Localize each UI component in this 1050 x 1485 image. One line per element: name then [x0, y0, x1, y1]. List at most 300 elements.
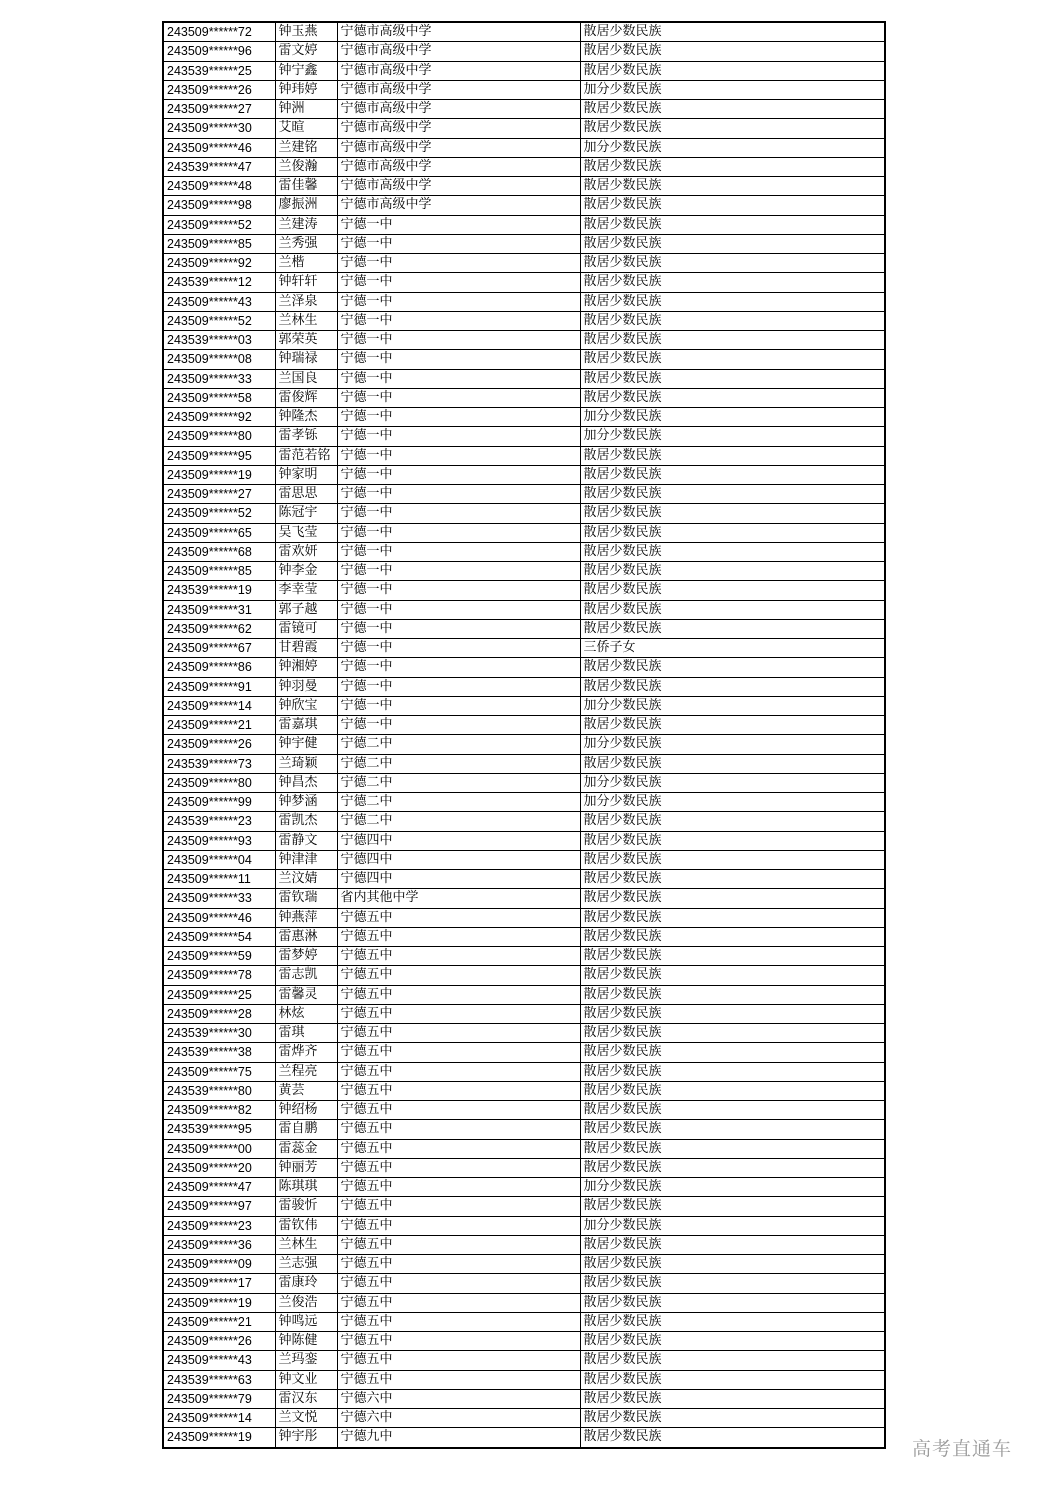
exam-id-cell: 243509******54 — [163, 927, 275, 946]
category-cell: 散居少数民族 — [580, 119, 885, 138]
exam-id-cell: 243509******99 — [163, 793, 275, 812]
exam-id-cell: 243509******21 — [163, 1312, 275, 1331]
school-cell: 宁德四中 — [337, 850, 580, 869]
table-row — [163, 273, 885, 292]
table-row — [163, 1139, 885, 1158]
category-cell: 散居少数民族 — [580, 985, 885, 1004]
name-cell: 兰建铭 — [275, 138, 337, 157]
name-cell: 钟昌杰 — [275, 773, 337, 792]
exam-id-cell: 243509******21 — [163, 716, 275, 735]
name-cell: 雷自鹏 — [275, 1120, 337, 1139]
exam-id-cell: 243509******80 — [163, 427, 275, 446]
table-row — [163, 1216, 885, 1235]
table-row — [163, 523, 885, 542]
school-cell: 宁德五中 — [337, 1293, 580, 1312]
exam-id-cell: 243539******47 — [163, 157, 275, 176]
exam-id-cell: 243509******46 — [163, 138, 275, 157]
name-cell: 钟津津 — [275, 850, 337, 869]
school-cell: 宁德五中 — [337, 927, 580, 946]
school-cell: 宁德五中 — [337, 1332, 580, 1351]
exam-id-cell: 243539******38 — [163, 1043, 275, 1062]
category-cell: 散居少数民族 — [580, 292, 885, 311]
exam-id-cell: 243509******93 — [163, 831, 275, 850]
table-row — [163, 234, 885, 253]
school-cell: 宁德一中 — [337, 254, 580, 273]
table-row — [163, 773, 885, 792]
category-cell: 散居少数民族 — [580, 812, 885, 831]
school-cell: 宁德一中 — [337, 234, 580, 253]
school-cell: 宁德一中 — [337, 331, 580, 350]
school-cell: 宁德市高级中学 — [337, 177, 580, 196]
category-cell: 加分少数民族 — [580, 1178, 885, 1197]
category-cell: 散居少数民族 — [580, 1370, 885, 1389]
school-cell: 宁德一中 — [337, 600, 580, 619]
exam-id-cell: 243509******92 — [163, 408, 275, 427]
category-cell: 散居少数民族 — [580, 1158, 885, 1177]
exam-id-cell: 243509******33 — [163, 889, 275, 908]
name-cell: 钟梦涵 — [275, 793, 337, 812]
name-cell: 雷康玲 — [275, 1274, 337, 1293]
exam-id-cell: 243509******14 — [163, 696, 275, 715]
category-cell: 散居少数民族 — [580, 465, 885, 484]
exam-id-cell: 243509******27 — [163, 100, 275, 119]
category-cell: 散居少数民族 — [580, 966, 885, 985]
table-row — [163, 311, 885, 330]
table-row — [163, 80, 885, 99]
exam-id-cell: 243509******09 — [163, 1255, 275, 1274]
table-row — [163, 985, 885, 1004]
school-cell: 宁德一中 — [337, 388, 580, 407]
name-cell: 雷佳馨 — [275, 177, 337, 196]
table-row — [163, 42, 885, 61]
category-cell: 散居少数民族 — [580, 1062, 885, 1081]
category-cell: 散居少数民族 — [580, 1139, 885, 1158]
school-cell: 宁德五中 — [337, 1255, 580, 1274]
table-row — [163, 485, 885, 504]
category-cell: 散居少数民族 — [580, 234, 885, 253]
category-cell: 散居少数民族 — [580, 908, 885, 927]
category-cell: 散居少数民族 — [580, 947, 885, 966]
exam-id-cell: 243509******20 — [163, 1158, 275, 1177]
name-cell: 陈冠宇 — [275, 504, 337, 523]
category-cell: 散居少数民族 — [580, 504, 885, 523]
category-cell: 散居少数民族 — [580, 1004, 885, 1023]
category-cell: 散居少数民族 — [580, 350, 885, 369]
watermark-text: 高考直通车 — [912, 1438, 1013, 1460]
category-cell: 散居少数民族 — [580, 177, 885, 196]
category-cell: 散居少数民族 — [580, 850, 885, 869]
exam-id-cell: 243509******62 — [163, 619, 275, 638]
exam-id-cell: 243509******92 — [163, 254, 275, 273]
name-cell: 雷惠淋 — [275, 927, 337, 946]
table-row — [163, 1255, 885, 1274]
exam-id-cell: 243509******82 — [163, 1101, 275, 1120]
table-row — [163, 793, 885, 812]
name-cell: 李幸莹 — [275, 581, 337, 600]
table-row — [163, 1158, 885, 1177]
table-row — [163, 927, 885, 946]
school-cell: 宁德市高级中学 — [337, 157, 580, 176]
category-cell: 散居少数民族 — [580, 42, 885, 61]
exam-id-cell: 243509******08 — [163, 350, 275, 369]
table-row — [163, 22, 885, 42]
exam-id-cell: 243509******26 — [163, 80, 275, 99]
name-cell: 钟文业 — [275, 1370, 337, 1389]
school-cell: 宁德市高级中学 — [337, 119, 580, 138]
name-cell: 兰玛銮 — [275, 1351, 337, 1370]
exam-id-cell: 243509******58 — [163, 388, 275, 407]
name-cell: 雷琪 — [275, 1024, 337, 1043]
name-cell: 钟湘婷 — [275, 658, 337, 677]
name-cell: 兰林生 — [275, 311, 337, 330]
table-row — [163, 966, 885, 985]
category-cell: 散居少数民族 — [580, 716, 885, 735]
name-cell: 钟李金 — [275, 562, 337, 581]
table-row — [163, 408, 885, 427]
name-cell: 钟宁鑫 — [275, 61, 337, 80]
table-row — [163, 1081, 885, 1100]
name-cell: 郭荣英 — [275, 331, 337, 350]
exam-id-cell: 243509******43 — [163, 292, 275, 311]
table-row — [163, 812, 885, 831]
name-cell: 钟玉燕 — [275, 22, 337, 42]
category-cell: 散居少数民族 — [580, 388, 885, 407]
table-row — [163, 465, 885, 484]
name-cell: 雷蕊金 — [275, 1139, 337, 1158]
school-cell: 宁德一中 — [337, 716, 580, 735]
school-cell: 宁德一中 — [337, 292, 580, 311]
table-row — [163, 1178, 885, 1197]
school-cell: 宁德一中 — [337, 658, 580, 677]
category-cell: 散居少数民族 — [580, 831, 885, 850]
school-cell: 宁德一中 — [337, 408, 580, 427]
exam-id-cell: 243539******73 — [163, 754, 275, 773]
name-cell: 艾暄 — [275, 119, 337, 138]
name-cell: 钟宇彤 — [275, 1428, 337, 1448]
name-cell: 吴飞莹 — [275, 523, 337, 542]
exam-id-cell: 243509******19 — [163, 1428, 275, 1448]
exam-id-cell: 243509******14 — [163, 1409, 275, 1428]
exam-id-cell: 243509******59 — [163, 947, 275, 966]
name-cell: 钟轩轩 — [275, 273, 337, 292]
name-cell: 雷钦伟 — [275, 1216, 337, 1235]
table-row — [163, 177, 885, 196]
name-cell: 雷钦瑞 — [275, 889, 337, 908]
category-cell: 散居少数民族 — [580, 1081, 885, 1100]
name-cell: 钟绍杨 — [275, 1101, 337, 1120]
exam-id-cell: 243509******78 — [163, 966, 275, 985]
exam-id-cell: 243539******25 — [163, 61, 275, 80]
table-row — [163, 1043, 885, 1062]
exam-id-cell: 243509******31 — [163, 600, 275, 619]
category-cell: 散居少数民族 — [580, 1101, 885, 1120]
table-row — [163, 100, 885, 119]
name-cell: 雷思思 — [275, 485, 337, 504]
table-row — [163, 1409, 885, 1428]
name-cell: 钟隆杰 — [275, 408, 337, 427]
table-row — [163, 427, 885, 446]
table-row — [163, 1389, 885, 1408]
name-cell: 雷嘉琪 — [275, 716, 337, 735]
school-cell: 宁德五中 — [337, 1139, 580, 1158]
school-cell: 宁德五中 — [337, 1062, 580, 1081]
exam-id-cell: 243509******65 — [163, 523, 275, 542]
school-cell: 宁德二中 — [337, 812, 580, 831]
school-cell: 宁德一中 — [337, 523, 580, 542]
exam-id-cell: 243509******98 — [163, 196, 275, 215]
table-row — [163, 619, 885, 638]
school-cell: 宁德五中 — [337, 1312, 580, 1331]
school-cell: 宁德五中 — [337, 1158, 580, 1177]
table-row — [163, 754, 885, 773]
category-cell: 散居少数民族 — [580, 1274, 885, 1293]
table-row — [163, 504, 885, 523]
name-cell: 钟鸣远 — [275, 1312, 337, 1331]
category-cell: 散居少数民族 — [580, 870, 885, 889]
table-row — [163, 1101, 885, 1120]
table-row — [163, 908, 885, 927]
category-cell: 散居少数民族 — [580, 1293, 885, 1312]
school-cell: 宁德五中 — [337, 947, 580, 966]
table-row — [163, 677, 885, 696]
table-row — [163, 1062, 885, 1081]
exam-id-cell: 243509******48 — [163, 177, 275, 196]
school-cell: 宁德五中 — [337, 1081, 580, 1100]
name-cell: 钟陈健 — [275, 1332, 337, 1351]
school-cell: 宁德二中 — [337, 793, 580, 812]
table-row — [163, 542, 885, 561]
exam-id-cell: 243509******47 — [163, 1178, 275, 1197]
table-row — [163, 562, 885, 581]
table-row — [163, 889, 885, 908]
category-cell: 加分少数民族 — [580, 735, 885, 754]
school-cell: 宁德市高级中学 — [337, 61, 580, 80]
exam-id-cell: 243509******04 — [163, 850, 275, 869]
exam-id-cell: 243509******11 — [163, 870, 275, 889]
exam-id-cell: 243539******19 — [163, 581, 275, 600]
school-cell: 宁德五中 — [337, 1235, 580, 1254]
category-cell: 散居少数民族 — [580, 1120, 885, 1139]
exam-id-cell: 243509******28 — [163, 1004, 275, 1023]
table-row — [163, 254, 885, 273]
school-cell: 宁德四中 — [337, 870, 580, 889]
exam-id-cell: 243509******17 — [163, 1274, 275, 1293]
category-cell: 散居少数民族 — [580, 1428, 885, 1448]
name-cell: 钟羽曼 — [275, 677, 337, 696]
exam-id-cell: 243509******68 — [163, 542, 275, 561]
table-row — [163, 1293, 885, 1312]
table-row — [163, 600, 885, 619]
exam-id-cell: 243509******80 — [163, 773, 275, 792]
school-cell: 宁德一中 — [337, 485, 580, 504]
category-cell: 加分少数民族 — [580, 138, 885, 157]
exam-id-cell: 243539******63 — [163, 1370, 275, 1389]
school-cell: 宁德一中 — [337, 504, 580, 523]
school-cell: 宁德九中 — [337, 1428, 580, 1448]
exam-id-cell: 243509******33 — [163, 369, 275, 388]
school-cell: 宁德五中 — [337, 1101, 580, 1120]
name-cell: 雷骏忻 — [275, 1197, 337, 1216]
school-cell: 宁德五中 — [337, 966, 580, 985]
exam-id-cell: 243539******30 — [163, 1024, 275, 1043]
table-row — [163, 1004, 885, 1023]
school-cell: 宁德一中 — [337, 465, 580, 484]
name-cell: 兰志强 — [275, 1255, 337, 1274]
category-cell: 散居少数民族 — [580, 22, 885, 42]
name-cell: 钟宇健 — [275, 735, 337, 754]
exam-id-cell: 243509******95 — [163, 446, 275, 465]
name-cell: 兰秀强 — [275, 234, 337, 253]
name-cell: 钟瑞禄 — [275, 350, 337, 369]
category-cell: 散居少数民族 — [580, 1409, 885, 1428]
category-cell: 散居少数民族 — [580, 927, 885, 946]
table-row — [163, 947, 885, 966]
school-cell: 宁德六中 — [337, 1389, 580, 1408]
school-cell: 宁德五中 — [337, 985, 580, 1004]
category-cell: 加分少数民族 — [580, 1216, 885, 1235]
category-cell: 散居少数民族 — [580, 331, 885, 350]
exam-id-cell: 243509******27 — [163, 485, 275, 504]
table-row — [163, 581, 885, 600]
name-cell: 雷馨灵 — [275, 985, 337, 1004]
school-cell: 宁德市高级中学 — [337, 22, 580, 42]
school-cell: 宁德四中 — [337, 831, 580, 850]
table-row — [163, 831, 885, 850]
category-cell: 散居少数民族 — [580, 1024, 885, 1043]
exam-id-cell: 243539******80 — [163, 1081, 275, 1100]
category-cell: 散居少数民族 — [580, 446, 885, 465]
name-cell: 林炫 — [275, 1004, 337, 1023]
category-cell: 散居少数民族 — [580, 658, 885, 677]
exam-id-cell: 243509******85 — [163, 562, 275, 581]
table-row — [163, 157, 885, 176]
exam-id-cell: 243509******85 — [163, 234, 275, 253]
school-cell: 宁德五中 — [337, 1370, 580, 1389]
school-cell: 宁德五中 — [337, 1004, 580, 1023]
school-cell: 宁德二中 — [337, 754, 580, 773]
name-cell: 兰国良 — [275, 369, 337, 388]
table-row — [163, 1428, 885, 1448]
exam-id-cell: 243539******12 — [163, 273, 275, 292]
category-cell: 散居少数民族 — [580, 619, 885, 638]
table-row — [163, 1120, 885, 1139]
table-row — [163, 331, 885, 350]
category-cell: 散居少数民族 — [580, 1043, 885, 1062]
school-cell: 宁德一中 — [337, 639, 580, 658]
category-cell: 散居少数民族 — [580, 889, 885, 908]
name-cell: 兰建涛 — [275, 215, 337, 234]
category-cell: 散居少数民族 — [580, 100, 885, 119]
name-cell: 雷凯杰 — [275, 812, 337, 831]
name-cell: 雷镜可 — [275, 619, 337, 638]
category-cell: 散居少数民族 — [580, 61, 885, 80]
table-row — [163, 119, 885, 138]
exam-id-cell: 243509******72 — [163, 22, 275, 42]
name-cell: 黄芸 — [275, 1081, 337, 1100]
category-cell: 散居少数民族 — [580, 254, 885, 273]
school-cell: 宁德市高级中学 — [337, 196, 580, 215]
school-cell: 宁德五中 — [337, 1043, 580, 1062]
table-row — [163, 716, 885, 735]
school-cell: 宁德市高级中学 — [337, 100, 580, 119]
category-cell: 加分少数民族 — [580, 408, 885, 427]
exam-id-cell: 243509******97 — [163, 1197, 275, 1216]
name-cell: 兰文悦 — [275, 1409, 337, 1428]
exam-id-cell: 243539******03 — [163, 331, 275, 350]
category-cell: 散居少数民族 — [580, 542, 885, 561]
school-cell: 宁德五中 — [337, 1274, 580, 1293]
school-cell: 宁德市高级中学 — [337, 138, 580, 157]
exam-id-cell: 243509******96 — [163, 42, 275, 61]
school-cell: 宁德五中 — [337, 908, 580, 927]
exam-id-cell: 243509******52 — [163, 311, 275, 330]
school-cell: 宁德一中 — [337, 677, 580, 696]
category-cell: 加分少数民族 — [580, 696, 885, 715]
category-cell: 散居少数民族 — [580, 1197, 885, 1216]
name-cell: 兰俊瀚 — [275, 157, 337, 176]
category-cell: 散居少数民族 — [580, 369, 885, 388]
table-row — [163, 1197, 885, 1216]
category-cell: 散居少数民族 — [580, 600, 885, 619]
table-row — [163, 446, 885, 465]
category-cell: 散居少数民族 — [580, 523, 885, 542]
name-cell: 兰俊浩 — [275, 1293, 337, 1312]
exam-id-cell: 243509******43 — [163, 1351, 275, 1370]
name-cell: 雷文婷 — [275, 42, 337, 61]
school-cell: 宁德市高级中学 — [337, 80, 580, 99]
school-cell: 宁德一中 — [337, 427, 580, 446]
school-cell: 宁德五中 — [337, 1120, 580, 1139]
category-cell: 散居少数民族 — [580, 1351, 885, 1370]
table-row — [163, 196, 885, 215]
name-cell: 廖振洲 — [275, 196, 337, 215]
table-row — [163, 870, 885, 889]
name-cell: 兰程亮 — [275, 1062, 337, 1081]
name-cell: 雷汉东 — [275, 1389, 337, 1408]
table-row — [163, 850, 885, 869]
exam-id-cell: 243509******25 — [163, 985, 275, 1004]
table-row — [163, 1332, 885, 1351]
category-cell: 加分少数民族 — [580, 80, 885, 99]
school-cell: 宁德一中 — [337, 619, 580, 638]
exam-id-cell: 243539******23 — [163, 812, 275, 831]
name-cell: 兰泽泉 — [275, 292, 337, 311]
category-cell: 散居少数民族 — [580, 157, 885, 176]
school-cell: 省内其他中学 — [337, 889, 580, 908]
name-cell: 钟玮婷 — [275, 80, 337, 99]
exam-id-cell: 243509******30 — [163, 119, 275, 138]
exam-id-cell: 243509******67 — [163, 639, 275, 658]
category-cell: 散居少数民族 — [580, 1312, 885, 1331]
exam-id-cell: 243509******36 — [163, 1235, 275, 1254]
table-row — [163, 61, 885, 80]
table-row — [163, 696, 885, 715]
exam-id-cell: 243509******19 — [163, 1293, 275, 1312]
category-cell: 散居少数民族 — [580, 196, 885, 215]
table-row — [163, 215, 885, 234]
school-cell: 宁德市高级中学 — [337, 42, 580, 61]
school-cell: 宁德五中 — [337, 1351, 580, 1370]
school-cell: 宁德一中 — [337, 696, 580, 715]
table-row — [163, 1351, 885, 1370]
category-cell: 散居少数民族 — [580, 485, 885, 504]
table-row — [163, 292, 885, 311]
school-cell: 宁德二中 — [337, 773, 580, 792]
school-cell: 宁德五中 — [337, 1197, 580, 1216]
name-cell: 雷欢妍 — [275, 542, 337, 561]
name-cell: 郭子越 — [275, 600, 337, 619]
name-cell: 钟燕萍 — [275, 908, 337, 927]
